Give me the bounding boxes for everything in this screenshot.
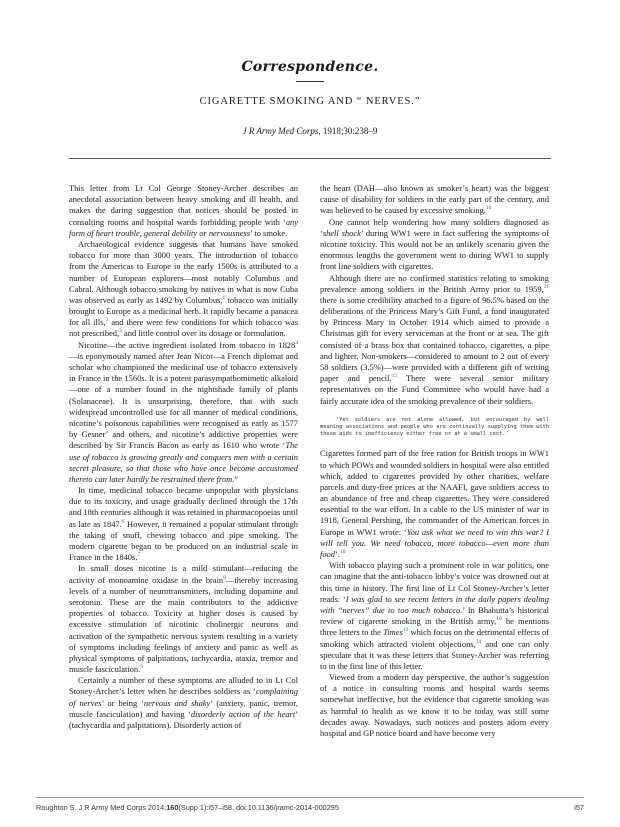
footer-volume: 160 [166, 803, 179, 812]
text: Nicotine—the active ingredient isolated from tobacco in 1828 [78, 339, 296, 350]
text: and there were few conditions for which tobacco was not prescribed, [69, 317, 298, 339]
reference-link[interactable]: 11 [543, 283, 549, 290]
paragraph [320, 672, 549, 739]
text: .’ In Bhabutta’s historical review of cigarette smoking in the British army, [320, 604, 550, 627]
quote: nervous and shaky [143, 697, 211, 708]
right-column [320, 183, 549, 739]
text: the heart (DAH—also known as smoker’s heart) was the biggest cause of disability for soldiers in the early part of the century, and was believed to be caused by excessive smoking. [320, 183, 549, 216]
quote: You ask what we need to win this war? I will tell you. We need tobacco, more tobacco—even more than food [320, 526, 549, 560]
paragraph [69, 239, 298, 340]
reference-link[interactable]: 1 [222, 295, 226, 302]
page-number: i57 [574, 803, 584, 812]
text: One cannot help wondering how many soldiers diagnosed as ‘ [320, 216, 549, 238]
paragraph [320, 183, 549, 217]
reference-link[interactable]: 3 [119, 328, 122, 335]
title-divider [296, 81, 324, 82]
footer-divider [36, 797, 584, 798]
footer-citation-text: Roughton S. J R Army Med Corps 2014; [36, 803, 167, 812]
reference-link[interactable]: 9 [140, 664, 143, 671]
text: There were several senior military representatives on the Fund Committee who would have had a fairly accurate idea of the smoking prevalence of their soldiers. [320, 373, 549, 406]
quote: I was glad to see recent letters in the daily papers dealing with “nerves” due to too much tobacco [320, 593, 549, 615]
paragraph [69, 675, 298, 731]
paragraph [320, 448, 549, 560]
reference-link[interactable]: 10 [339, 549, 346, 556]
quote: shell shock [322, 227, 361, 238]
reference-link[interactable]: 10 [496, 616, 502, 623]
reference-link[interactable]: 10 [485, 205, 492, 212]
header-divider [69, 158, 551, 159]
text: Cigarettes formed part of the free ration for British troops in WW1 to which POWs and wounded soldiers in hospital were also entitled which, added to cigarettes provided by other charities, welfare parcels and duty-free prices at the NAAFI, gave soldiers access to an abundance of free and cheap cigarettes. They were considered essential to the war effort. In a cable to the US minister of war in 1918, General Pershing, the commander of the American forces in Europe in WW1 wrote: ‘ [320, 448, 549, 537]
paragraph [69, 563, 298, 675]
text: Viewed from a modern day perspective, the author’s suggestion of a notice in consulting rooms and hospital wards seems somewhat ineffective, but the evidence that cigarette smoking was as harmful to health as we know it to be today was still some decades away. Nowadays, such notices and posters adorn every hospital and GP notice board and have become very [320, 672, 549, 739]
paragraph [320, 217, 549, 273]
quote: disorderly action of the heart [190, 708, 296, 719]
reference-link[interactable]: 7 [137, 552, 141, 559]
text: and one can only speculate that it was these letters that Stoney-Archer was referring to in the first line of this letter. [320, 638, 549, 671]
reference-link[interactable]: 5 [105, 429, 109, 436]
footer-citation [36, 803, 339, 812]
text: However, it remained a popular stimulant through the taking of snuff, chewing tobacco and pipe smoking. The modern cigarette began to be produced on an industrial scale in France in the 1840s. [69, 518, 298, 563]
quote: Times [383, 627, 403, 638]
text: In small doses nicotine is a mild stimulant—reducing the activity of monoamine oxidase in the brain [69, 563, 298, 585]
reference-link[interactable]: 13 [402, 627, 409, 634]
reference-link[interactable]: 8 [223, 574, 226, 581]
paragraph [320, 560, 549, 672]
text: and others, and nicotine’s addictive properties were described by Sir Francis Bacon as early as 1610 who wrote ‘ [69, 429, 298, 451]
text: ’. [335, 549, 340, 560]
text: In time, medicinal tobacco became unpopular with physicians due to its toxicity, and usage gradually declined through the 17th and 18th centuries although it was retained in pharmacopoeias until as late as 1847. [69, 485, 298, 529]
paragraph [69, 485, 298, 563]
text: which focus on the detrimental effects of smoking which attracted violent objections, [320, 627, 550, 649]
reference-link[interactable]: 14 [475, 638, 482, 645]
text: he mentions three letters to the [320, 616, 549, 638]
paragraph [320, 273, 549, 407]
section-heading: Correspondence. [241, 59, 379, 75]
reference-link[interactable]: 12 [391, 373, 398, 380]
text: ’ during WW1 were in fact suffering the symptoms of nicotine toxicity. This would not be an unlikely scenario given the enormous lengths the government went to during WW1 to supply front line soldiers with cigarettes. [320, 227, 550, 272]
text: This letter from Lt Col George Stoney-Archer describes an anecdotal association between heavy smoking and ill health, and makes the daring suggestion that notices should be posted in consulting rooms and hospital wards forbidding people with ‘ [69, 183, 298, 227]
footer-doi[interactable]: (Supp 1):i57–i58. doi:10.1136/jramc-2014-000295 [178, 803, 339, 812]
text: ’ or being ‘ [101, 697, 144, 708]
text: —thereby increasing levels of a number of neurotransmitters, including dopamine and serotonin. These are the main contributors to the addictive properties of tobacco. Toxicity at higher doses is caused by excessive stimulation of nicotinic cholinergic neurons and activation of the sympathetic nervous system resulting in a variety of symptoms including feelings of anxiety and panic as well as physical symptoms of palpitations, tachycardia, ataxia, tremor and muscle fasciculation. [69, 574, 298, 675]
text: Archaeological evidence suggests that humans have smoked tobacco for more than 3000 years. The introduction of tobacco from the Americas to Europe in the early 1500s is attributed to a number of European explorers—most notably Columbus and Cabral. Although tobacco smoking by natives in what is now Cuba was observed as early as 1492 by Columbus, [69, 238, 298, 305]
top-bar [0, 0, 620, 3]
citation-details: , 1918;30:238–9 [318, 126, 378, 136]
source-citation [0, 126, 620, 136]
left-column [69, 183, 298, 731]
quote: complaining of nerves [69, 686, 298, 708]
text: Certainly a number of these symptoms are alluded to in Lt Col Stoney-Archer’s letter when he describes soldiers as ‘ [69, 675, 298, 697]
text: Although there are no confirmed statistics relating to smoking prevalence among soldiers in the British Army prior to 1959, [320, 272, 549, 294]
text: ’ (tachycardia and palpitations). Disorderly action of [69, 708, 298, 730]
text: ’ (anxiety, panic, tremor, muscle fasciculation) and having ‘ [69, 697, 298, 719]
text: With tobacco playing such a prominent role in war politics, one can imagine that the anti-tobacco lobby’s voice was drowned out at this time in history. The first line of Lt Col Stoney-Archer’s letter reads: ‘ [320, 560, 549, 604]
reference-link[interactable]: 2 [105, 317, 109, 324]
text: .” [232, 473, 239, 484]
text: ’ to smoke. [250, 227, 288, 238]
paragraph [69, 183, 298, 239]
text: there is some credibility attached to a figure of 96.5% based on the deliberations of the Princess Mary’s Gift Fund, a fund inaugurated by Princess Mary in October 1914 which aimed to provide a Christmas gift for every serviceman at the front or at sea. The gift consisted of a brass box that contained tobacco, cigarettes, a pipe and lighter. Non-smokers—considered to amount to 2 out of every 58 soldiers (3.5%)—were provided with a different gift of writing paper and pencil. [320, 294, 549, 384]
quote: The use of tobacco is growing greatly and conquers men with a certain secret pleasure, so that those who have once become accustomed thereto can later hardly be restrained there from [69, 440, 298, 484]
article-title: CIGARETTE SMOKING AND “ NERVES.” [199, 96, 421, 107]
reference-link[interactable]: 6 [121, 518, 125, 525]
citation-journal: J R Army Med Corps [242, 126, 319, 136]
reference-link[interactable]: 4 [295, 339, 298, 346]
text: and little control over its dosage or formulation. [121, 328, 286, 339]
letter-excerpt: ‘Yet soldiers are not alone allowed, but encouraged by well meaning associations and people who are continually supplying them with these aids to inefficiency either free or at a small cost.’ [320, 416, 549, 438]
quote: any form of heart trouble, general debility or nervousness [69, 216, 298, 238]
text: tobacco was initially brought to Europe as a medicinal herb. It rapidly became a panacea for all ills, [69, 294, 298, 328]
paragraph [69, 340, 298, 485]
text: —is eponymously named after Jean Nicot—a French diplomat and scholar who championed the medicinal use of tobacco extensively in France in the 1560s. It is a potent parasympathomimetic alkaloid—one of a number found in the nightshade family of plants (Solanaceae). It is unsurprising, therefore, that with such widespread uncontrolled use for all manner of medical conditions, nicotine’s poisonous capabilities were recognised as early as 1577 by Gesner [69, 350, 298, 440]
